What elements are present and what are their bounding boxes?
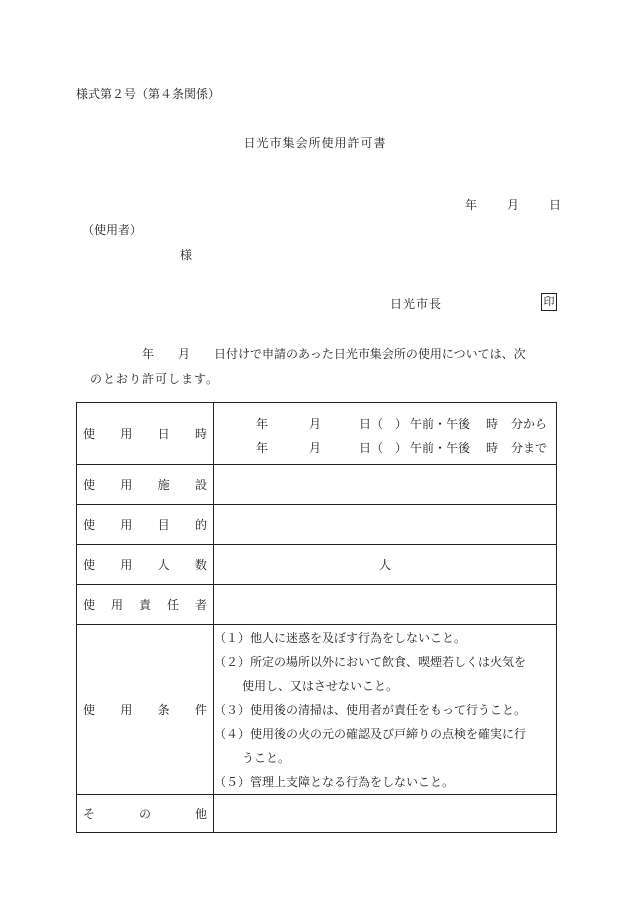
issuer-name: 日光市長 <box>390 297 443 311</box>
purpose-label: 使 用 目 的 <box>77 505 214 545</box>
condition-2-continued: 使用し、又はさせないこと。 <box>242 678 399 693</box>
usage-datetime-label: 使 用 日 時 <box>77 403 214 465</box>
row-facility <box>77 465 557 505</box>
row-headcount <box>77 545 557 585</box>
headcount-value[interactable] <box>214 545 557 585</box>
day-label: 日 <box>549 198 562 212</box>
row-other <box>77 795 557 833</box>
seal-mark: 印 <box>541 293 557 311</box>
document-title: 日光市集会所使用許可書 <box>243 136 387 150</box>
row-responsible <box>77 585 557 625</box>
headcount-label: 使 用 人 数 <box>77 545 214 585</box>
form-number: 様式第２号（第４条関係） <box>76 87 221 101</box>
condition-5: （５）管理上支障となる行為をしないこと。 <box>214 774 455 789</box>
body-text-line-1: 年 月 日付けで申請のあった日光市集会所の使用については、次 <box>142 347 526 361</box>
condition-2: （２）所定の場所以外において飲食、喫煙若しくは火気を <box>214 654 527 669</box>
conditions-list <box>214 625 557 795</box>
condition-3: （３）使用後の清掃は、使用者が責任をもって行うこと。 <box>214 702 527 717</box>
issue-date <box>465 198 561 212</box>
month-label: 月 <box>507 198 520 212</box>
row-conditions <box>77 625 557 795</box>
user-honorific: 様 <box>180 248 193 262</box>
year-label: 年 <box>465 198 478 212</box>
row-purpose <box>77 505 557 545</box>
headcount-unit: 人 <box>378 558 391 572</box>
body-text-line-2: のとおり許可します。 <box>90 372 220 386</box>
other-value[interactable] <box>214 795 557 833</box>
datetime-from: 年 月 日（ ） 午前・午後 時 分から <box>256 416 548 431</box>
user-label: （使用者） <box>82 223 143 237</box>
row-usage-datetime <box>77 403 557 465</box>
condition-4-continued: うこと。 <box>242 750 291 765</box>
responsible-value[interactable] <box>214 585 557 625</box>
other-label: そ の 他 <box>77 795 214 833</box>
conditions-label: 使 用 条 件 <box>77 625 214 795</box>
datetime-to: 年 月 日（ ） 午前・午後 時 分まで <box>256 440 548 455</box>
facility-label: 使 用 施 設 <box>77 465 214 505</box>
condition-1: （１）他人に迷惑を及ぼす行為をしないこと。 <box>214 630 467 645</box>
responsible-label: 使 用 責 任 者 <box>77 585 214 625</box>
purpose-value[interactable] <box>214 505 557 545</box>
usage-datetime-value[interactable] <box>214 403 557 465</box>
facility-value[interactable] <box>214 465 557 505</box>
permit-table <box>76 402 557 833</box>
condition-4: （４）使用後の火の元の確認及び戸締りの点検を確実に行 <box>214 726 527 741</box>
